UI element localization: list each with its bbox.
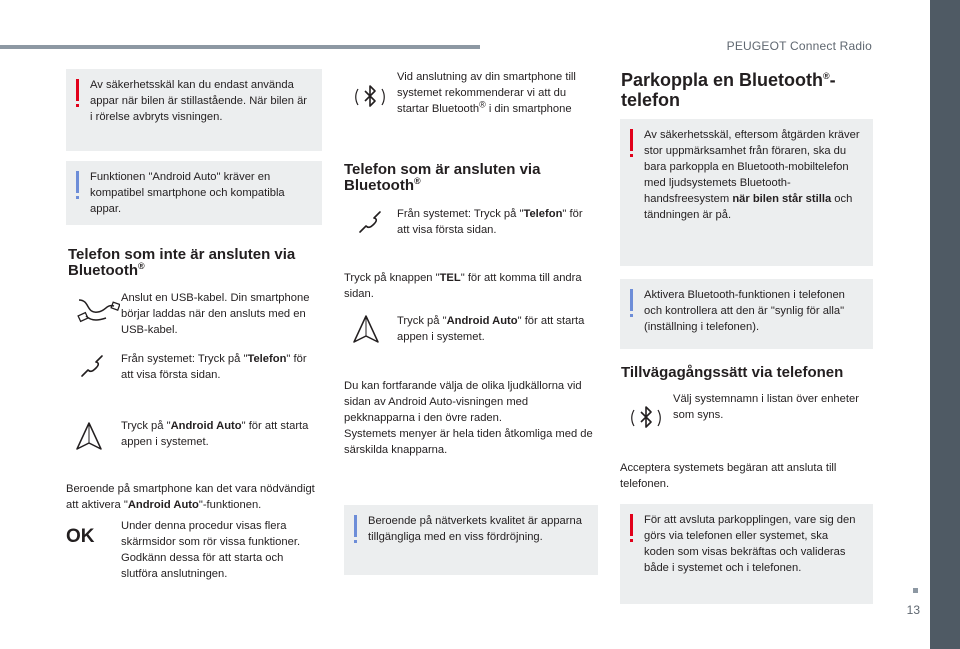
paragraph-tel-button: Tryck på knappen "TEL" för att komma till andra sidan. — [344, 272, 582, 300]
info-text: Beroende på nätverkets kvalitet är apparna tillgängliga med en viss fördröjning. — [368, 515, 582, 543]
phone-icon — [356, 208, 384, 236]
step-android-auto-text: Tryck på "Android Auto" för att starta appen i systemet. — [397, 315, 585, 343]
info-box — [344, 505, 598, 575]
warning-text: Av säkerhetsskäl, eftersom åtgärden kräver stor uppmärksamhet från föraren, ska du bara parkoppla en Bluetooth-mobiltelefon med ljudsystemets Bluetooth-handsfreesystem när bilen står stilla och tändningen är på. — [644, 129, 860, 221]
paragraph-system-menus: Systemets menyer är hela tiden åtkomliga med de särskilda knapparna. — [344, 428, 593, 456]
section-heading-no-bluetooth: Telefon som inte är ansluten via Bluetooth® — [68, 246, 296, 279]
ok-label: OK — [66, 526, 95, 547]
warning-icon — [630, 129, 633, 151]
step-android-auto-text: Tryck på "Android Auto" för att starta appen i systemet. — [121, 420, 309, 448]
step-ok-text: Under denna procedur visas flera skärmsidor som rör vissa funktioner. Godkänn dessa för att starta och slutföra anslutningen. — [121, 520, 301, 580]
usb-cable-icon — [76, 296, 120, 326]
info-box — [66, 161, 322, 225]
step-usb-text: Anslut en USB-kabel. Din smartphone börjar laddas när den ansluts med en USB-kabel. — [121, 292, 310, 336]
section-heading-via-phone: Tillvägagångssätt via telefonen — [621, 364, 844, 381]
header-rule — [0, 45, 480, 49]
paragraph-activate-android-auto: Beroende på smartphone kan det vara nödvändigt att aktivera "Android Auto"-funktionen. — [66, 483, 315, 511]
info-box — [620, 279, 873, 349]
page-number: 13 — [906, 603, 920, 617]
info-icon — [76, 171, 79, 193]
step-telefon-text: Från systemet: Tryck på "Telefon" för att visa första sidan. — [121, 353, 307, 381]
side-strip — [930, 0, 960, 649]
info-icon — [354, 515, 357, 537]
bluetooth-icon — [629, 401, 663, 435]
warning-text: För att avsluta parkopplingen, vare sig den görs via telefonen eller systemet, ska koden som visas bekräftas och valideras både i systemet och i telefonen. — [644, 514, 856, 574]
warning-box — [620, 504, 873, 604]
info-text: Funktionen "Android Auto" kräver en kompatibel smartphone och kompatibla appar. — [90, 171, 285, 215]
warning-icon — [76, 79, 79, 101]
paragraph-audio-sources: Du kan fortfarande välja de olika ljudkällorna vid sidan av Android Auto-visningen med pekknapparna i den övre raden. — [344, 380, 582, 424]
paragraph-accept-request: Acceptera systemets begäran att ansluta till telefonen. — [620, 462, 837, 490]
warning-box — [66, 69, 322, 151]
page-header-title: PEUGEOT Connect Radio — [726, 39, 872, 53]
info-text: Aktivera Bluetooth-funktionen i telefonen och kontrollera att den är "synlig för alla" (inställning i telefonen). — [644, 289, 845, 333]
info-icon — [630, 289, 633, 311]
step-select-system-text: Välj systemnamn i listan över enheter som syns. — [673, 393, 859, 421]
phone-icon — [78, 352, 106, 380]
warning-box — [620, 119, 873, 266]
section-heading-bluetooth-connected: Telefon som är ansluten via Bluetooth® — [344, 161, 541, 194]
section-heading-pair-bluetooth: Parkoppla en Bluetooth®-telefon — [621, 70, 836, 110]
step-telefon-text: Från systemet: Tryck på "Telefon" för att visa första sidan. — [397, 208, 583, 236]
page-marker — [913, 588, 918, 593]
bluetooth-icon — [353, 80, 387, 114]
android-auto-icon — [74, 421, 104, 453]
warning-icon — [630, 514, 633, 536]
bluetooth-step-text: Vid anslutning av din smartphone till systemet rekommenderar vi att du startar Bluetooth® i din smartphone — [397, 71, 576, 115]
warning-text: Av säkerhetsskäl kan du endast använda appar när bilen är stillastående. När bilen är i rörelse avbryts visningen. — [90, 79, 308, 123]
android-auto-icon — [351, 314, 381, 346]
